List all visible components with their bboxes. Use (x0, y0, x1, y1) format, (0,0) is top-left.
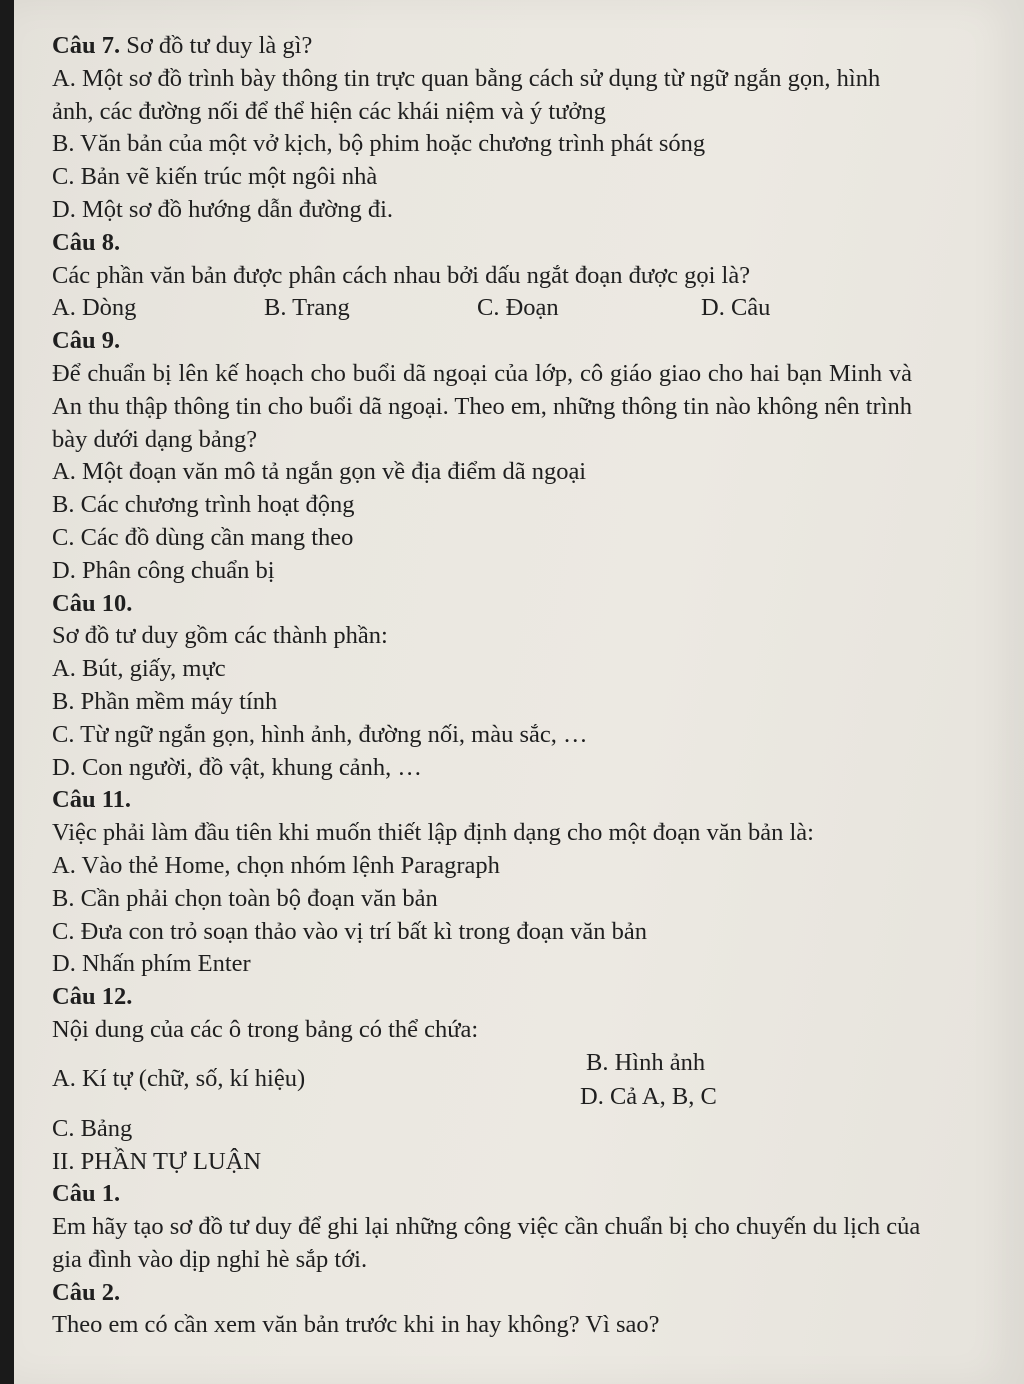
q10-option-a: A. Bút, giấy, mực (52, 655, 226, 683)
q7-option-c: C. Bản vẽ kiến trúc một ngôi nhà (52, 163, 378, 191)
q11-option-b: B. Cần phải chọn toàn bộ đoạn văn bản (52, 884, 438, 912)
q8-options (52, 292, 952, 325)
q12-option-a: A. Kí tự (chữ, số, kí hiệu) (52, 1064, 306, 1092)
essay2-number: Câu 2. (52, 1278, 121, 1306)
q12-number: Câu 12. (52, 983, 133, 1011)
q8-option-d: D. Câu (701, 294, 771, 322)
q7-question: Sơ đồ tư duy là gì? (126, 32, 313, 59)
q9-number: Câu 9. (52, 327, 121, 355)
q9-option-a: A. Một đoạn văn mô tả ngắn gọn về địa điểm dã ngoại (52, 458, 587, 486)
q11-number: Câu 11. (52, 786, 131, 814)
q11-option-d: D. Nhấn phím Enter (52, 950, 251, 978)
q10-question: Sơ đồ tư duy gồm các thành phần: (52, 622, 388, 650)
q7-option-b: B. Văn bản của một vở kịch, bộ phim hoặc chương trình phát sóng (52, 130, 706, 158)
q9-question: Để chuẩn bị lên kế hoạch cho buổi dã ngoại của lớp, cô giáo giao cho hai bạn Minh và An thu thập thông tin cho buổi dã ngoại. Theo em, những thông tin nào không nên trình bày dưới dạng bảng? (52, 359, 913, 453)
q7-header (52, 30, 952, 63)
q10-option-d: D. Con người, đồ vật, khung cảnh, … (52, 753, 422, 781)
q7-option-a: A. Một sơ đồ trình bày thông tin trực quan bằng cách sử dụng từ ngữ ngắn gọn, hình ảnh, các đường nối để thể hiện các khái niệm và ý tưởng (52, 64, 881, 125)
q10-option-b: B. Phần mềm máy tính (52, 687, 278, 715)
q8-option-a: A. Dòng (52, 294, 137, 322)
q9-option-c: C. Các đồ dùng cần mang theo (52, 523, 354, 551)
exam-paper (14, 0, 1024, 1384)
q8-option-c: C. Đoạn (477, 294, 559, 322)
q9-option-d: D. Phân công chuẩn bị (52, 556, 275, 584)
q10-option-c: C. Từ ngữ ngắn gọn, hình ảnh, đường nối, màu sắc, … (52, 720, 588, 748)
essay2-question: Theo em có cần xem văn bản trước khi in hay không? Vì sao? (52, 1311, 660, 1339)
q12-option-c: C. Bảng (52, 1114, 133, 1142)
q9-option-b: B. Các chương trình hoạt động (52, 491, 355, 519)
q8-number: Câu 8. (52, 228, 121, 256)
exam-content (52, 30, 952, 1342)
essay1-number: Câu 1. (52, 1180, 121, 1208)
q12-question: Nội dung của các ô trong bảng có thể chứa: (52, 1015, 479, 1043)
q11-question: Việc phải làm đầu tiên khi muốn thiết lập định dạng cho một đoạn văn bản là: (52, 819, 814, 847)
q7-number: Câu 7. (52, 32, 121, 59)
q12-option-d: D. Cả A, B, C (580, 1082, 717, 1110)
q12-options (52, 1047, 952, 1113)
q11-option-c: C. Đưa con trỏ soạn thảo vào vị trí bất kì trong đoạn văn bản (52, 917, 648, 945)
q8-question: Các phần văn bản được phân cách nhau bởi dấu ngắt đoạn được gọi là? (52, 261, 751, 289)
q7-option-d: D. Một sơ đồ hướng dẫn đường đi. (52, 195, 394, 223)
section2-title: II. PHẦN TỰ LUẬN (52, 1147, 262, 1175)
q8-option-b: B. Trang (264, 294, 350, 322)
q11-option-a: A. Vào thẻ Home, chọn nhóm lệnh Paragraph (52, 851, 500, 879)
q10-number: Câu 10. (52, 589, 133, 617)
essay1-question: Em hãy tạo sơ đồ tư duy để ghi lại những công việc cần chuẩn bị cho chuyến du lịch của gia đình vào dịp nghỉ hè sắp tới. (52, 1213, 921, 1273)
q12-option-b: B. Hình ảnh (586, 1048, 706, 1076)
